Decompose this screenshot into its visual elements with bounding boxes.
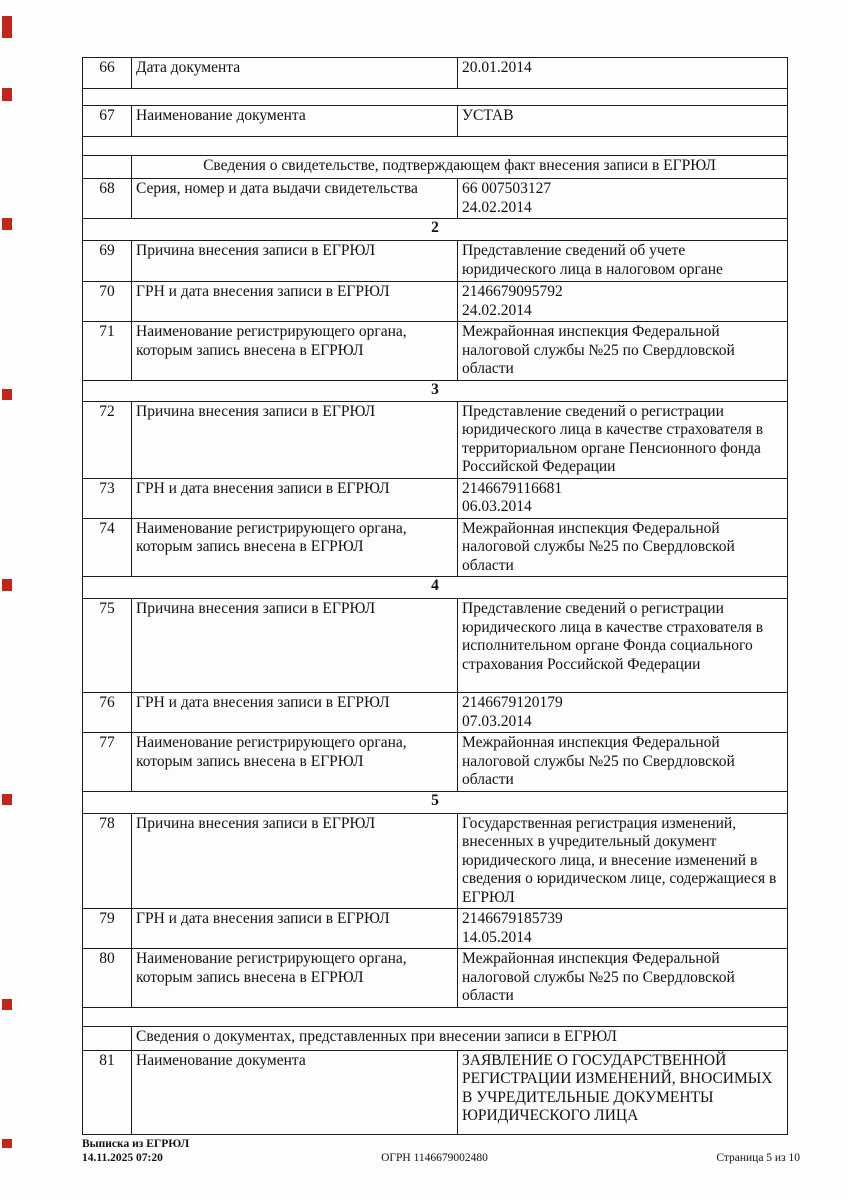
row-number: 67 — [83, 106, 132, 137]
red-edge-mark — [2, 218, 12, 230]
table-row — [83, 733, 788, 792]
table-row — [83, 693, 788, 733]
table-row — [83, 58, 788, 89]
row-label: Причина внесения записи в ЕГРЮЛ — [132, 401, 458, 478]
row-label: Причина внесения записи в ЕГРЮЛ — [132, 599, 458, 693]
table-row — [83, 322, 788, 381]
row-value-line: Межрайонная инспекция Федеральной налоговой службы №25 по Свердловской области — [462, 950, 739, 1004]
row-value-line: Государственная регистрация изменений, внесенных в учредительный документ юридического лица, и внесение изменений в сведения о юридическом лице, содержащиеся в ЕГРЮЛ — [462, 814, 781, 906]
row-value — [458, 241, 788, 282]
table-row — [83, 909, 788, 949]
row-value-line: 24.02.2014 — [462, 198, 532, 216]
row-value-line: Межрайонная инспекция Федеральной налоговой службы №25 по Свердловской области — [462, 734, 739, 788]
section-row — [83, 380, 788, 401]
row-label: Дата документа — [132, 58, 458, 89]
row-value — [458, 179, 788, 219]
table-row — [83, 478, 788, 518]
row-number: 78 — [83, 813, 132, 909]
row-number: 79 — [83, 909, 132, 949]
row-number: 68 — [83, 179, 132, 219]
section-number: 3 — [83, 380, 788, 401]
spacer-cell — [83, 1007, 788, 1026]
row-number: 76 — [83, 693, 132, 733]
row-number: 70 — [83, 282, 132, 322]
row-number: 73 — [83, 478, 132, 518]
table-row — [83, 949, 788, 1008]
spacer-row — [83, 1007, 788, 1026]
row-label: Наименование регистрирующего органа, которым запись внесена в ЕГРЮЛ — [132, 322, 458, 381]
row-label: Серия, номер и дата выдачи свидетельства — [132, 179, 458, 219]
row-value-line: 66 007503127 — [462, 180, 552, 197]
row-label: Причина внесения записи в ЕГРЮЛ — [132, 813, 458, 909]
row-number: 69 — [83, 241, 132, 282]
row-value-line: 07.03.2014 — [462, 712, 532, 730]
row-value-line: 24.02.2014 — [462, 301, 532, 319]
row-value — [458, 693, 788, 733]
row-number: 71 — [83, 322, 132, 381]
table-row — [83, 241, 788, 282]
row-label: Наименование документа — [132, 1050, 458, 1134]
row-value-line: 06.03.2014 — [462, 498, 532, 515]
row-value-line: 20.01.2014 — [462, 59, 532, 76]
row-number: 77 — [83, 733, 132, 792]
red-edge-mark — [2, 389, 12, 400]
row-value — [458, 478, 788, 518]
footer-doc-type: Выписка из ЕГРЮЛ — [82, 1138, 190, 1150]
row-value — [458, 282, 788, 322]
row-label: Наименование регистрирующего органа, которым запись внесена в ЕГРЮЛ — [132, 733, 458, 792]
row-label: Наименование документа — [132, 106, 458, 137]
spacer-cell — [83, 137, 788, 156]
row-value-line: 2146679120179 — [462, 694, 563, 711]
red-edge-mark — [2, 16, 12, 38]
footer-doc-info — [82, 1137, 189, 1165]
row-label: Причина внесения записи в ЕГРЮЛ — [132, 241, 458, 282]
row-value — [458, 322, 788, 381]
row-value — [458, 813, 788, 909]
spacer-cell — [83, 89, 788, 106]
row-value-line: Межрайонная инспекция Федеральной налоговой службы №25 по Свердловской области — [462, 323, 739, 377]
table-row — [83, 106, 788, 137]
row-value-line: Представление сведений об учете юридического лица в налоговом органе — [462, 242, 723, 278]
subheader-row — [83, 156, 788, 179]
row-label: Наименование регистрирующего органа, которым запись внесена в ЕГРЮЛ — [132, 949, 458, 1008]
spacer-row — [83, 137, 788, 156]
row-value-line: 2146679185739 — [462, 910, 563, 927]
row-label: ГРН и дата внесения записи в ЕГРЮЛ — [132, 282, 458, 322]
subheader-text: Сведения о документах, представленных при внесении записи в ЕГРЮЛ — [132, 1026, 788, 1050]
row-value-line: 14.05.2014 — [462, 928, 532, 946]
red-edge-mark — [2, 579, 12, 591]
section-number: 2 — [83, 219, 788, 241]
row-value — [458, 1050, 788, 1134]
section-row — [83, 219, 788, 241]
table-row — [83, 599, 788, 693]
row-value — [458, 909, 788, 949]
row-value — [458, 518, 788, 577]
row-value-line: ЗАЯВЛЕНИЕ О ГОСУДАРСТВЕННОЙ РЕГИСТРАЦИИ ИЗМЕНЕНИЙ, ВНОСИМЫХ В УЧРЕДИТЕЛЬНЫЕ ДОКУМЕНТЫ ЮРИДИЧЕСКОГО ЛИЦА — [462, 1051, 777, 1124]
row-label: ГРН и дата внесения записи в ЕГРЮЛ — [132, 693, 458, 733]
row-number: 75 — [83, 599, 132, 693]
red-edge-mark — [2, 1139, 12, 1148]
row-value — [458, 58, 788, 89]
red-edge-mark — [2, 88, 12, 101]
red-edge-mark — [2, 794, 12, 805]
row-label: ГРН и дата внесения записи в ЕГРЮЛ — [132, 909, 458, 949]
row-label: Наименование регистрирующего органа, которым запись внесена в ЕГРЮЛ — [132, 518, 458, 577]
row-number: 74 — [83, 518, 132, 577]
egrul-records-table — [82, 57, 788, 1135]
table-row — [83, 518, 788, 577]
row-value — [458, 733, 788, 792]
row-value-line: Представление сведений о регистрации юридического лица в качестве страхователя в территориальном органе Пенсионного фонда Российской Федерации — [462, 402, 767, 475]
table-row — [83, 1050, 788, 1134]
subheader-row — [83, 1026, 788, 1050]
row-number: 80 — [83, 949, 132, 1008]
row-number: 72 — [83, 401, 132, 478]
row-value — [458, 401, 788, 478]
footer-ogrn: ОГРН 1146679002480 — [381, 1152, 488, 1164]
row-value — [458, 599, 788, 693]
row-number: 66 — [83, 58, 132, 89]
footer-page-number: Страница 5 из 10 — [716, 1152, 800, 1164]
row-value — [458, 949, 788, 1008]
table-row — [83, 401, 788, 478]
table-row — [83, 282, 788, 322]
table-row — [83, 179, 788, 219]
red-edge-mark — [2, 999, 12, 1010]
subheader-text: Сведения о свидетельстве, подтверждающем факт внесения записи в ЕГРЮЛ — [132, 156, 788, 179]
section-row — [83, 577, 788, 599]
subheader-empty-cell — [83, 156, 132, 179]
section-number: 4 — [83, 577, 788, 599]
subheader-empty-cell — [83, 1026, 132, 1050]
section-row — [83, 791, 788, 813]
row-value-line: 2146679095792 — [462, 283, 563, 300]
row-value — [458, 106, 788, 137]
row-label: ГРН и дата внесения записи в ЕГРЮЛ — [132, 478, 458, 518]
footer-datetime: 14.11.2025 07:20 — [82, 1152, 163, 1164]
table-row — [83, 813, 788, 909]
section-number: 5 — [83, 791, 788, 813]
spacer-row — [83, 89, 788, 106]
row-number: 81 — [83, 1050, 132, 1134]
row-value-line: Межрайонная инспекция Федеральной налоговой службы №25 по Свердловской области — [462, 519, 739, 574]
row-value-line: 2146679116681 — [462, 479, 563, 497]
row-value-line: Представление сведений о регистрации юридического лица в качестве страхователя в исполнительном органе Фонда социального страхования Российской Федерации — [462, 600, 767, 673]
row-value-line: УСТАВ — [462, 107, 514, 124]
